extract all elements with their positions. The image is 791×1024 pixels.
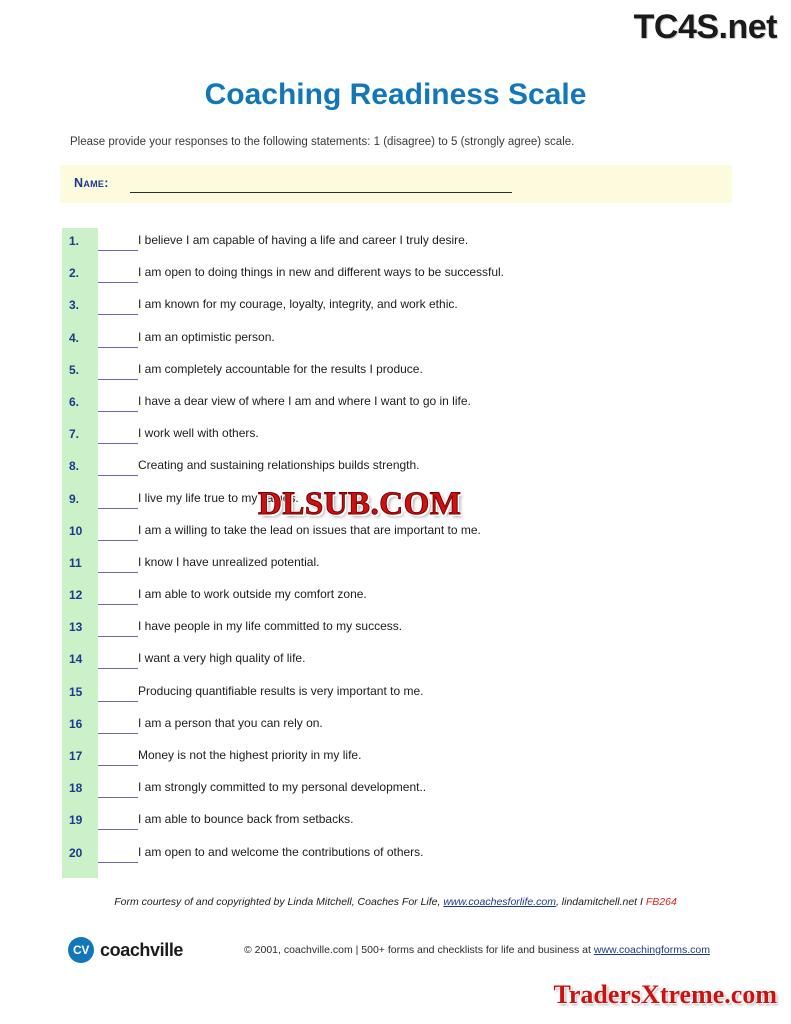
item-number: 13 bbox=[69, 620, 83, 635]
statement-list bbox=[62, 228, 732, 872]
item-number: 6. bbox=[69, 394, 80, 409]
item-number: 19 bbox=[69, 813, 83, 828]
item-statement: I am known for my courage, loyalty, integrity, and work ethic. bbox=[138, 297, 458, 312]
item-number: 10 bbox=[69, 523, 83, 538]
item-number: 16 bbox=[69, 716, 83, 731]
footer-note-pre: © 2001, coachville.com | 500+ forms and checklists for life and business at bbox=[244, 944, 594, 956]
item-number: 8. bbox=[69, 459, 80, 474]
item-number: 2. bbox=[69, 266, 80, 281]
name-label: Name: bbox=[74, 176, 109, 190]
footer-copyright bbox=[244, 944, 710, 956]
coachville-wordmark: coachville bbox=[100, 940, 184, 960]
rating-input[interactable] bbox=[98, 230, 138, 251]
rating-input[interactable] bbox=[98, 327, 138, 348]
list-item bbox=[62, 679, 732, 711]
list-item bbox=[62, 582, 732, 614]
list-item bbox=[62, 357, 732, 389]
rating-input[interactable] bbox=[98, 681, 138, 702]
rating-input[interactable] bbox=[98, 520, 138, 541]
item-number: 15 bbox=[69, 684, 83, 699]
list-item bbox=[62, 711, 732, 743]
rating-input[interactable] bbox=[98, 648, 138, 669]
list-item bbox=[62, 228, 732, 260]
rating-input[interactable] bbox=[98, 488, 138, 509]
item-statement: I am able to work outside my comfort zone. bbox=[138, 587, 367, 602]
credit-text-mid: , lindamitchell.net I bbox=[555, 896, 646, 908]
watermark-center: DLSUB.COM bbox=[258, 486, 462, 522]
rating-input[interactable] bbox=[98, 777, 138, 798]
coachesforlife-link[interactable]: www.coachesforlife.com bbox=[443, 896, 556, 908]
form-code: FB264 bbox=[645, 896, 677, 908]
item-statement: I am able to bounce back from setbacks. bbox=[138, 812, 354, 827]
rating-input[interactable] bbox=[98, 455, 138, 476]
item-statement: I live my life true to my values. bbox=[138, 490, 299, 505]
list-item bbox=[62, 646, 732, 678]
rating-input[interactable] bbox=[98, 552, 138, 573]
item-number: 7. bbox=[69, 427, 80, 442]
item-statement: I am a person that you can rely on. bbox=[138, 715, 323, 730]
coachville-logo-icon: CV bbox=[68, 937, 94, 963]
item-statement: I am open to and welcome the contributions of others. bbox=[138, 844, 424, 859]
item-statement: Producing quantifiable results is very important to me. bbox=[138, 683, 424, 698]
item-number: 17 bbox=[69, 749, 83, 763]
list-item bbox=[62, 743, 732, 775]
item-number: 1. bbox=[69, 234, 80, 248]
credit-text-pre: Form courtesy of and copyrighted by Linda Mitchell, Coaches For Life, bbox=[114, 896, 444, 908]
item-statement: I want a very high quality of life. bbox=[138, 651, 306, 666]
list-item bbox=[62, 807, 732, 839]
rating-input[interactable] bbox=[98, 423, 138, 444]
item-number: 5. bbox=[69, 362, 80, 377]
item-statement: I am strongly committed to my personal development.. bbox=[138, 780, 427, 795]
rating-input[interactable] bbox=[98, 391, 138, 412]
item-number: 4. bbox=[69, 330, 80, 345]
item-number: 12 bbox=[69, 588, 83, 603]
rating-input[interactable] bbox=[98, 359, 138, 380]
item-number: 20 bbox=[69, 845, 83, 860]
item-number: 9. bbox=[69, 491, 80, 506]
coachingforms-link[interactable]: www.coachingforms.com bbox=[593, 944, 710, 956]
item-statement: I know I have unrealized potential. bbox=[138, 554, 320, 569]
list-item bbox=[62, 421, 732, 453]
list-item bbox=[62, 614, 732, 646]
item-statement: I am open to doing things in new and different ways to be successful. bbox=[138, 265, 504, 280]
list-item bbox=[62, 840, 732, 872]
item-number: 11 bbox=[69, 555, 82, 570]
list-item bbox=[62, 292, 732, 324]
list-item bbox=[62, 775, 732, 807]
item-statement: Creating and sustaining relationships builds strength. bbox=[138, 458, 420, 473]
item-statement: I have people in my life committed to my success. bbox=[138, 619, 403, 634]
list-item bbox=[62, 453, 732, 485]
list-item bbox=[62, 260, 732, 292]
list-item bbox=[62, 389, 732, 421]
item-number: 18 bbox=[69, 781, 83, 796]
item-statement: I work well with others. bbox=[138, 426, 259, 441]
rating-input[interactable] bbox=[98, 584, 138, 605]
page-title: Coaching Readiness Scale bbox=[204, 78, 587, 111]
list-item bbox=[62, 325, 732, 357]
item-statement: I have a dear view of where I am and where I want to go in life. bbox=[138, 393, 471, 408]
rating-input[interactable] bbox=[98, 842, 138, 863]
rating-input[interactable] bbox=[98, 294, 138, 315]
item-number: 14 bbox=[69, 652, 83, 667]
watermark-top-right: TC4S.net bbox=[633, 8, 777, 46]
footer-brand-row bbox=[62, 935, 732, 971]
rating-input[interactable] bbox=[98, 809, 138, 830]
list-item bbox=[62, 550, 732, 582]
item-statement: I believe I am capable of having a life and career I truly desire. bbox=[138, 233, 469, 247]
item-statement: Money is not the highest priority in my life. bbox=[138, 748, 362, 762]
item-statement: I am an optimistic person. bbox=[138, 329, 275, 344]
name-input[interactable] bbox=[130, 174, 512, 193]
item-statement: I am a willing to take the lead on issues that are important to me. bbox=[138, 522, 481, 537]
item-number: 3. bbox=[69, 298, 80, 313]
watermark-bottom-right: TradersXtreme.com bbox=[553, 980, 777, 1009]
rating-input[interactable] bbox=[98, 616, 138, 637]
form-credit bbox=[0, 896, 791, 908]
instructions-text: Please provide your responses to the following statements: 1 (disagree) to 5 (strongly agree) scale. bbox=[70, 136, 575, 148]
rating-input[interactable] bbox=[98, 262, 138, 283]
item-statement: I am completely accountable for the results I produce. bbox=[138, 361, 423, 376]
rating-input[interactable] bbox=[98, 745, 138, 766]
rating-input[interactable] bbox=[98, 713, 138, 734]
name-band bbox=[60, 165, 732, 203]
